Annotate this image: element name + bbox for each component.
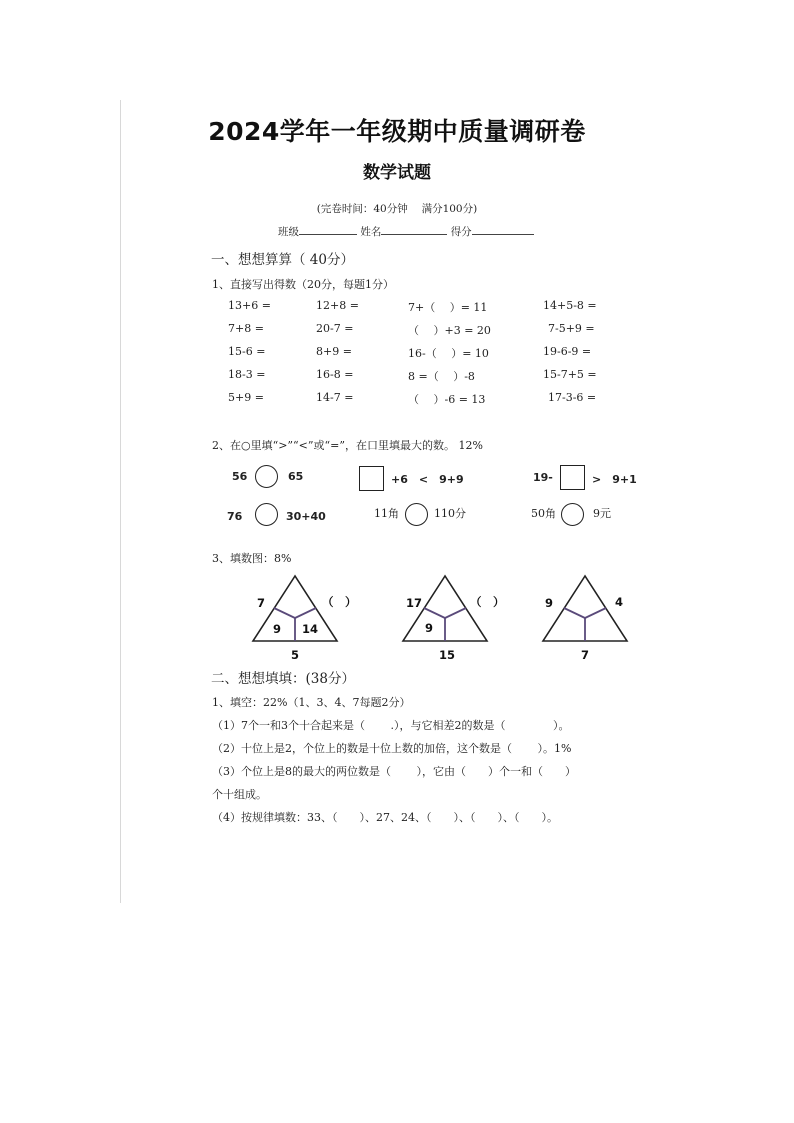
exercise-1-2: 12+8 = — [316, 299, 359, 312]
name-blank[interactable] — [381, 224, 447, 235]
triangle-3 — [543, 576, 627, 662]
triangle-3-bottom-value: 7 — [581, 648, 590, 662]
fill-item-1: （1）7个一和3个十合起来是（ .），与它相差2的数是（ ）。 — [212, 719, 570, 732]
triangle-1-bottom-value: 5 — [291, 648, 300, 662]
exam-title: 2024学年一年级期中质量调研卷 — [208, 117, 586, 146]
paper-edge — [120, 100, 121, 903]
triangle-2-left-value: 17 — [406, 596, 423, 610]
triangle-2-divider-left — [424, 608, 445, 618]
section1-title: 一、想想算算（ 40分） — [211, 252, 354, 268]
triangle-1-right-blank[interactable]: （ ） — [322, 595, 357, 609]
triangle-1-divider-right — [295, 608, 316, 618]
compare4-left: 50角 — [531, 507, 556, 520]
triangle-3-divider-left — [564, 608, 585, 618]
compare1-circle[interactable] — [255, 465, 278, 488]
class-label: 班级 — [278, 226, 299, 238]
exercise-4-1: 18-3 = — [228, 368, 266, 381]
exercise-2-2: 20-7 = — [316, 322, 354, 335]
compare4-circle[interactable] — [561, 503, 584, 526]
q1-title: 1、直接写出得数（20分，每题1分） — [212, 278, 394, 291]
compare2-left: 76 — [227, 510, 243, 523]
exercise-2-1: 7+8 = — [228, 322, 264, 335]
triangle-3-right-value: 4 — [615, 595, 624, 609]
exercise-4-2: 16-8 = — [316, 368, 354, 381]
exercise-5-2: 14-7 = — [316, 391, 354, 404]
exercise-5-4: 17-3-6 = — [548, 391, 597, 404]
box2-left: 19- — [533, 471, 553, 484]
exercise-3-3: 16-（ ）= 10 — [408, 347, 489, 360]
triangle-2-right-blank[interactable]: （ ） — [470, 595, 505, 609]
compare3-circle[interactable] — [405, 503, 428, 526]
triangle-2-inner-left: 9 — [425, 621, 434, 635]
class-blank[interactable] — [299, 224, 357, 235]
compare1-left: 56 — [232, 470, 248, 483]
compare2-circle[interactable] — [255, 503, 278, 526]
exercise-2-4: 7-5+9 = — [548, 322, 595, 335]
exercise-4-4: 15-7+5 = — [543, 368, 597, 381]
triangle-2 — [403, 576, 505, 662]
compare3-left: 11角 — [374, 507, 399, 520]
score-blank[interactable] — [472, 224, 534, 235]
exam-info: (完卷时间：40分钟 满分100分) — [316, 203, 478, 215]
exercise-1-3: 7+（ ）= 11 — [408, 301, 488, 314]
name-label: 姓名 — [360, 226, 382, 238]
compare2-right: 30+40 — [286, 510, 326, 523]
triangle-1-inner-left: 9 — [273, 622, 282, 636]
exercise-5-3: （ ）-6 = 13 — [408, 393, 486, 406]
q3-title: 3、填数图：8% — [212, 552, 292, 565]
fill-item-4: （4）按规律填数：33、（ ）、27、24、（ ）、（ ）、（ ）。 — [212, 811, 558, 824]
exercise-2-3: （ ）+3 = 20 — [408, 324, 491, 337]
triangle-1-left-value: 7 — [257, 596, 266, 610]
student-info-line — [278, 224, 534, 239]
box2-right: > 9+1 — [592, 473, 637, 486]
triangle-2-bottom-value: 15 — [439, 648, 456, 662]
section2-title: 二、想想填填：(38分） — [211, 671, 355, 687]
exercise-1-4: 14+5-8 = — [543, 299, 597, 312]
exercise-3-4: 19-6-9 = — [543, 345, 592, 358]
exercise-1-1: 13+6 = — [228, 299, 271, 312]
fill-box-2[interactable] — [560, 465, 585, 490]
box1-expression: +6 < 9+9 — [391, 473, 464, 486]
triangle-1 — [253, 576, 357, 662]
fill-item-3-cont: 个十组成。 — [212, 788, 267, 801]
triangle-3-divider-right — [585, 608, 606, 618]
q2-title: 2、在○里填“>”“<”或“=”，在口里填最大的数。 12% — [212, 439, 483, 452]
triangle-1-inner-right: 14 — [302, 622, 319, 636]
fill-item-3: （3）个位上是8的最大的两位数是（ ），它由（ ）个一和（ ） — [212, 765, 576, 778]
compare4-right: 9元 — [593, 507, 611, 520]
compare3-right: 110分 — [434, 507, 466, 520]
exercise-4-3: 8 =（ ）-8 — [408, 370, 475, 383]
number-triangles — [240, 570, 640, 662]
exercise-3-1: 15-6 = — [228, 345, 266, 358]
exercise-3-2: 8+9 = — [316, 345, 352, 358]
compare1-right: 65 — [288, 470, 304, 483]
triangle-1-divider-left — [274, 608, 295, 618]
fill-item-2: （2）十位上是2，个位上的数是十位上数的加倍，这个数是（ ）。1% — [212, 742, 572, 755]
score-label: 得分 — [450, 226, 472, 238]
section2-q1-title: 1、填空：22%（1、3、4、7每题2分） — [212, 696, 411, 709]
exercise-5-1: 5+9 = — [228, 391, 264, 404]
triangle-3-left-value: 9 — [545, 596, 554, 610]
triangle-2-divider-right — [445, 608, 466, 618]
exam-subtitle: 数学试题 — [363, 163, 431, 183]
fill-box-1[interactable] — [359, 466, 384, 491]
